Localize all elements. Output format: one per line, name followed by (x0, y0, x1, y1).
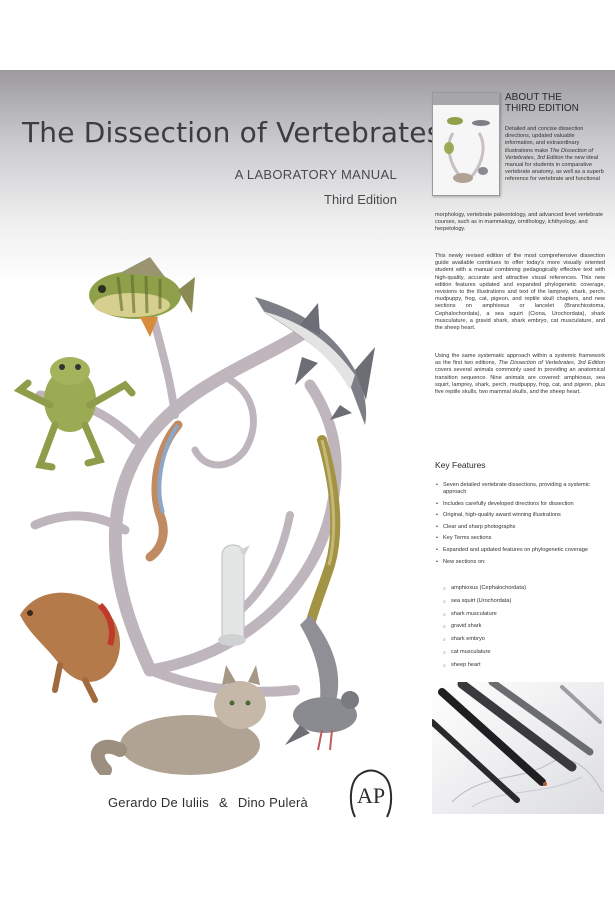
new-section-item: ○ amphioxus (Cephalochordata) (443, 585, 593, 592)
book-cover (0, 70, 615, 870)
author-name: Gerardo De Iuliis (108, 795, 209, 810)
book-subtitle: A LABORATORY MANUAL (234, 167, 397, 182)
feature-item: • Key Terms sections (435, 535, 607, 542)
intro-text: Detailed and concise dissection directions, updated valuable information, and extraordinary illustrations make (505, 126, 584, 154)
paragraph-book-title: The Dissection of Vertebrates, 3rd Edition (498, 360, 605, 367)
intro-text: the new ideal manual for students in comparative vertebrate anatomy, as well as a superb reference for vertebrate and functional (505, 154, 604, 183)
feature-item: • Clear and sharp photographs (435, 524, 607, 531)
new-section-item: ○ sea squirt (Urochordata) (443, 598, 593, 605)
frog-illustration (20, 357, 132, 467)
logo-letters: AP (356, 783, 386, 808)
feature-item: • Seven detailed vertebrate dissections, providing a systemic approach (435, 482, 607, 496)
new-section-item: ○ sheep heart (443, 662, 593, 669)
about-heading-line: THIRD EDITION (505, 103, 579, 114)
new-section-item: ○ gravid shark (443, 623, 593, 630)
pigeon-illustration (285, 615, 359, 750)
description-paragraph: This newly revised edition of the most comprehensive dissection guide available continues to offer today's more visually oriented student with a manual combining pedagogically effective text with high-quality, accurate and attractive visual references. This new edition features updated and expanded phylogenetic coverage, revisions to the illustrations and text of the lamprey, shark, perch, mudpuppy, frog, cat, pigeon, and reptile skull chapters, and new sections on amphioxus or lancelet (Branchiostoma, Cephalochordata), a sea squirt (Ciona, Urochordata), shark musculature, a gravid shark, shark embryo, cat musculature, and the sheep heart. (435, 253, 605, 332)
description-paragraph (435, 353, 605, 396)
new-section-item: ○ shark musculature (443, 611, 593, 618)
authors-line (108, 795, 308, 810)
key-features-list (435, 482, 607, 570)
feature-item: • Original, high-quality award winning illustrations (435, 512, 607, 519)
author-name: Dino Pulerà (237, 795, 308, 810)
book-edition: Third Edition (324, 192, 397, 207)
perch-fish-illustration (89, 257, 195, 337)
lamprey-illustration (150, 425, 178, 557)
about-heading-line: ABOUT THE (505, 92, 562, 103)
about-heading (505, 92, 605, 114)
book-title: The Dissection of Vertebrates (22, 116, 442, 149)
paragraph-text: Using the same systematic approach within a systemic framework as the first two editions, (435, 353, 605, 367)
new-section-item: ○ shark embryo (443, 636, 593, 643)
about-intro-continued: morphology, vertebrate paleontology, and advanced level vertebrate courses, such as in mammalogy, ornithology, ichthyology, and herpetology. (435, 212, 604, 233)
intro-book-title: The Dissection of Vertebrates, 3rd Edition (505, 147, 593, 161)
cover-thumbnail-image (432, 92, 500, 196)
author-separator: & (218, 795, 228, 810)
pens-photo (432, 682, 604, 814)
feature-item: • New sections on: (435, 559, 607, 566)
new-section-item: ○ cat musculature (443, 649, 593, 656)
vertebrate-tree-illustration (0, 185, 420, 775)
academic-press-logo (345, 765, 397, 825)
key-features-heading: Key Features (435, 460, 486, 470)
shark-illustration (255, 297, 375, 425)
amphioxus-illustration (20, 593, 120, 700)
paragraph-text: covers several animals commonly used in providing an anatomical transition sequence. Nine animals are covered: amphioxus, sea squirt, lamprey, shark, perch, mudpuppy, frog, cat, and pigeon, plus five reptile skulls, two mammal skulls, and the sheep heart. (435, 367, 605, 396)
feature-item: • Expanded and updated features on phylogenetic coverage (435, 547, 607, 554)
new-sections-list (443, 585, 593, 675)
feature-item: • Includes carefully developed directions for dissection (435, 501, 607, 508)
about-intro-text (505, 126, 605, 184)
